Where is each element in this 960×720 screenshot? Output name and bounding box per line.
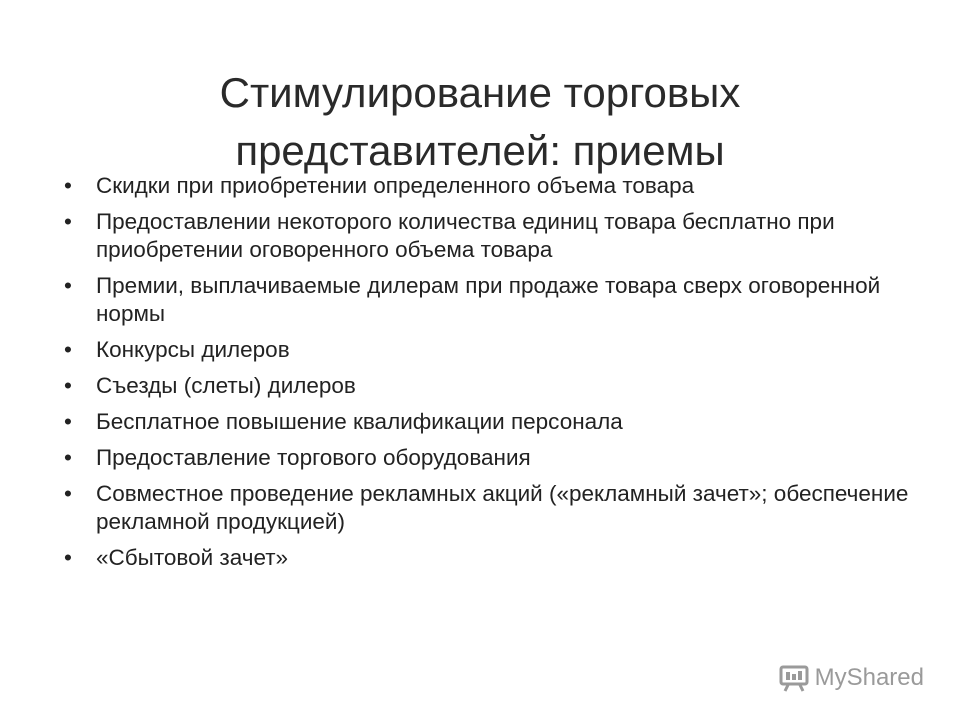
list-item — [64, 480, 924, 536]
list-item-text: Бесплатное повышение квалификации персонала — [96, 409, 623, 434]
bullet-icon: • — [64, 373, 72, 398]
list-item — [64, 372, 924, 400]
bullet-icon: • — [64, 273, 72, 298]
page-title — [80, 64, 880, 180]
list-item-text: Скидки при приобретении определенного объема товара — [96, 173, 695, 198]
bullet-icon: • — [64, 409, 72, 434]
bullet-icon: • — [64, 445, 72, 470]
list-item-text: Предоставлении некоторого количества единиц товара бесплатно при приобретении оговоренного объема товара — [96, 209, 835, 262]
list-item — [64, 172, 924, 200]
bullet-icon: • — [64, 481, 72, 506]
list-item-text: Съезды (слеты) дилеров — [96, 373, 356, 398]
title-line-1: Стимулирование торговых — [219, 69, 741, 117]
list-item — [64, 272, 924, 328]
presentation-board-icon — [779, 664, 809, 692]
list-item-text: Конкурсы дилеров — [96, 337, 290, 362]
list-item-text: Премии, выплачиваемые дилерам при продаже товара сверх оговоренной нормы — [96, 273, 881, 326]
list-item — [64, 444, 924, 472]
bullet-icon: • — [64, 545, 72, 570]
bullet-icon: • — [64, 337, 72, 362]
title-line-2: представителей: приемы — [235, 127, 725, 175]
list-item-text: «Сбытовой зачет» — [96, 545, 289, 570]
watermark-logo — [779, 664, 924, 692]
bullet-list — [64, 172, 924, 580]
list-item — [64, 544, 924, 572]
list-item — [64, 208, 924, 264]
bullet-icon: • — [64, 173, 72, 198]
bullet-icon: • — [64, 209, 72, 234]
list-item-text: Совместное проведение рекламных акций («рекламный зачет»; обеспечение рекламной продукцией) — [96, 481, 909, 534]
list-item — [64, 336, 924, 364]
watermark-text: MyShared — [814, 664, 924, 691]
list-item — [64, 408, 924, 436]
list-item-text: Предоставление торгового оборудования — [96, 445, 531, 470]
